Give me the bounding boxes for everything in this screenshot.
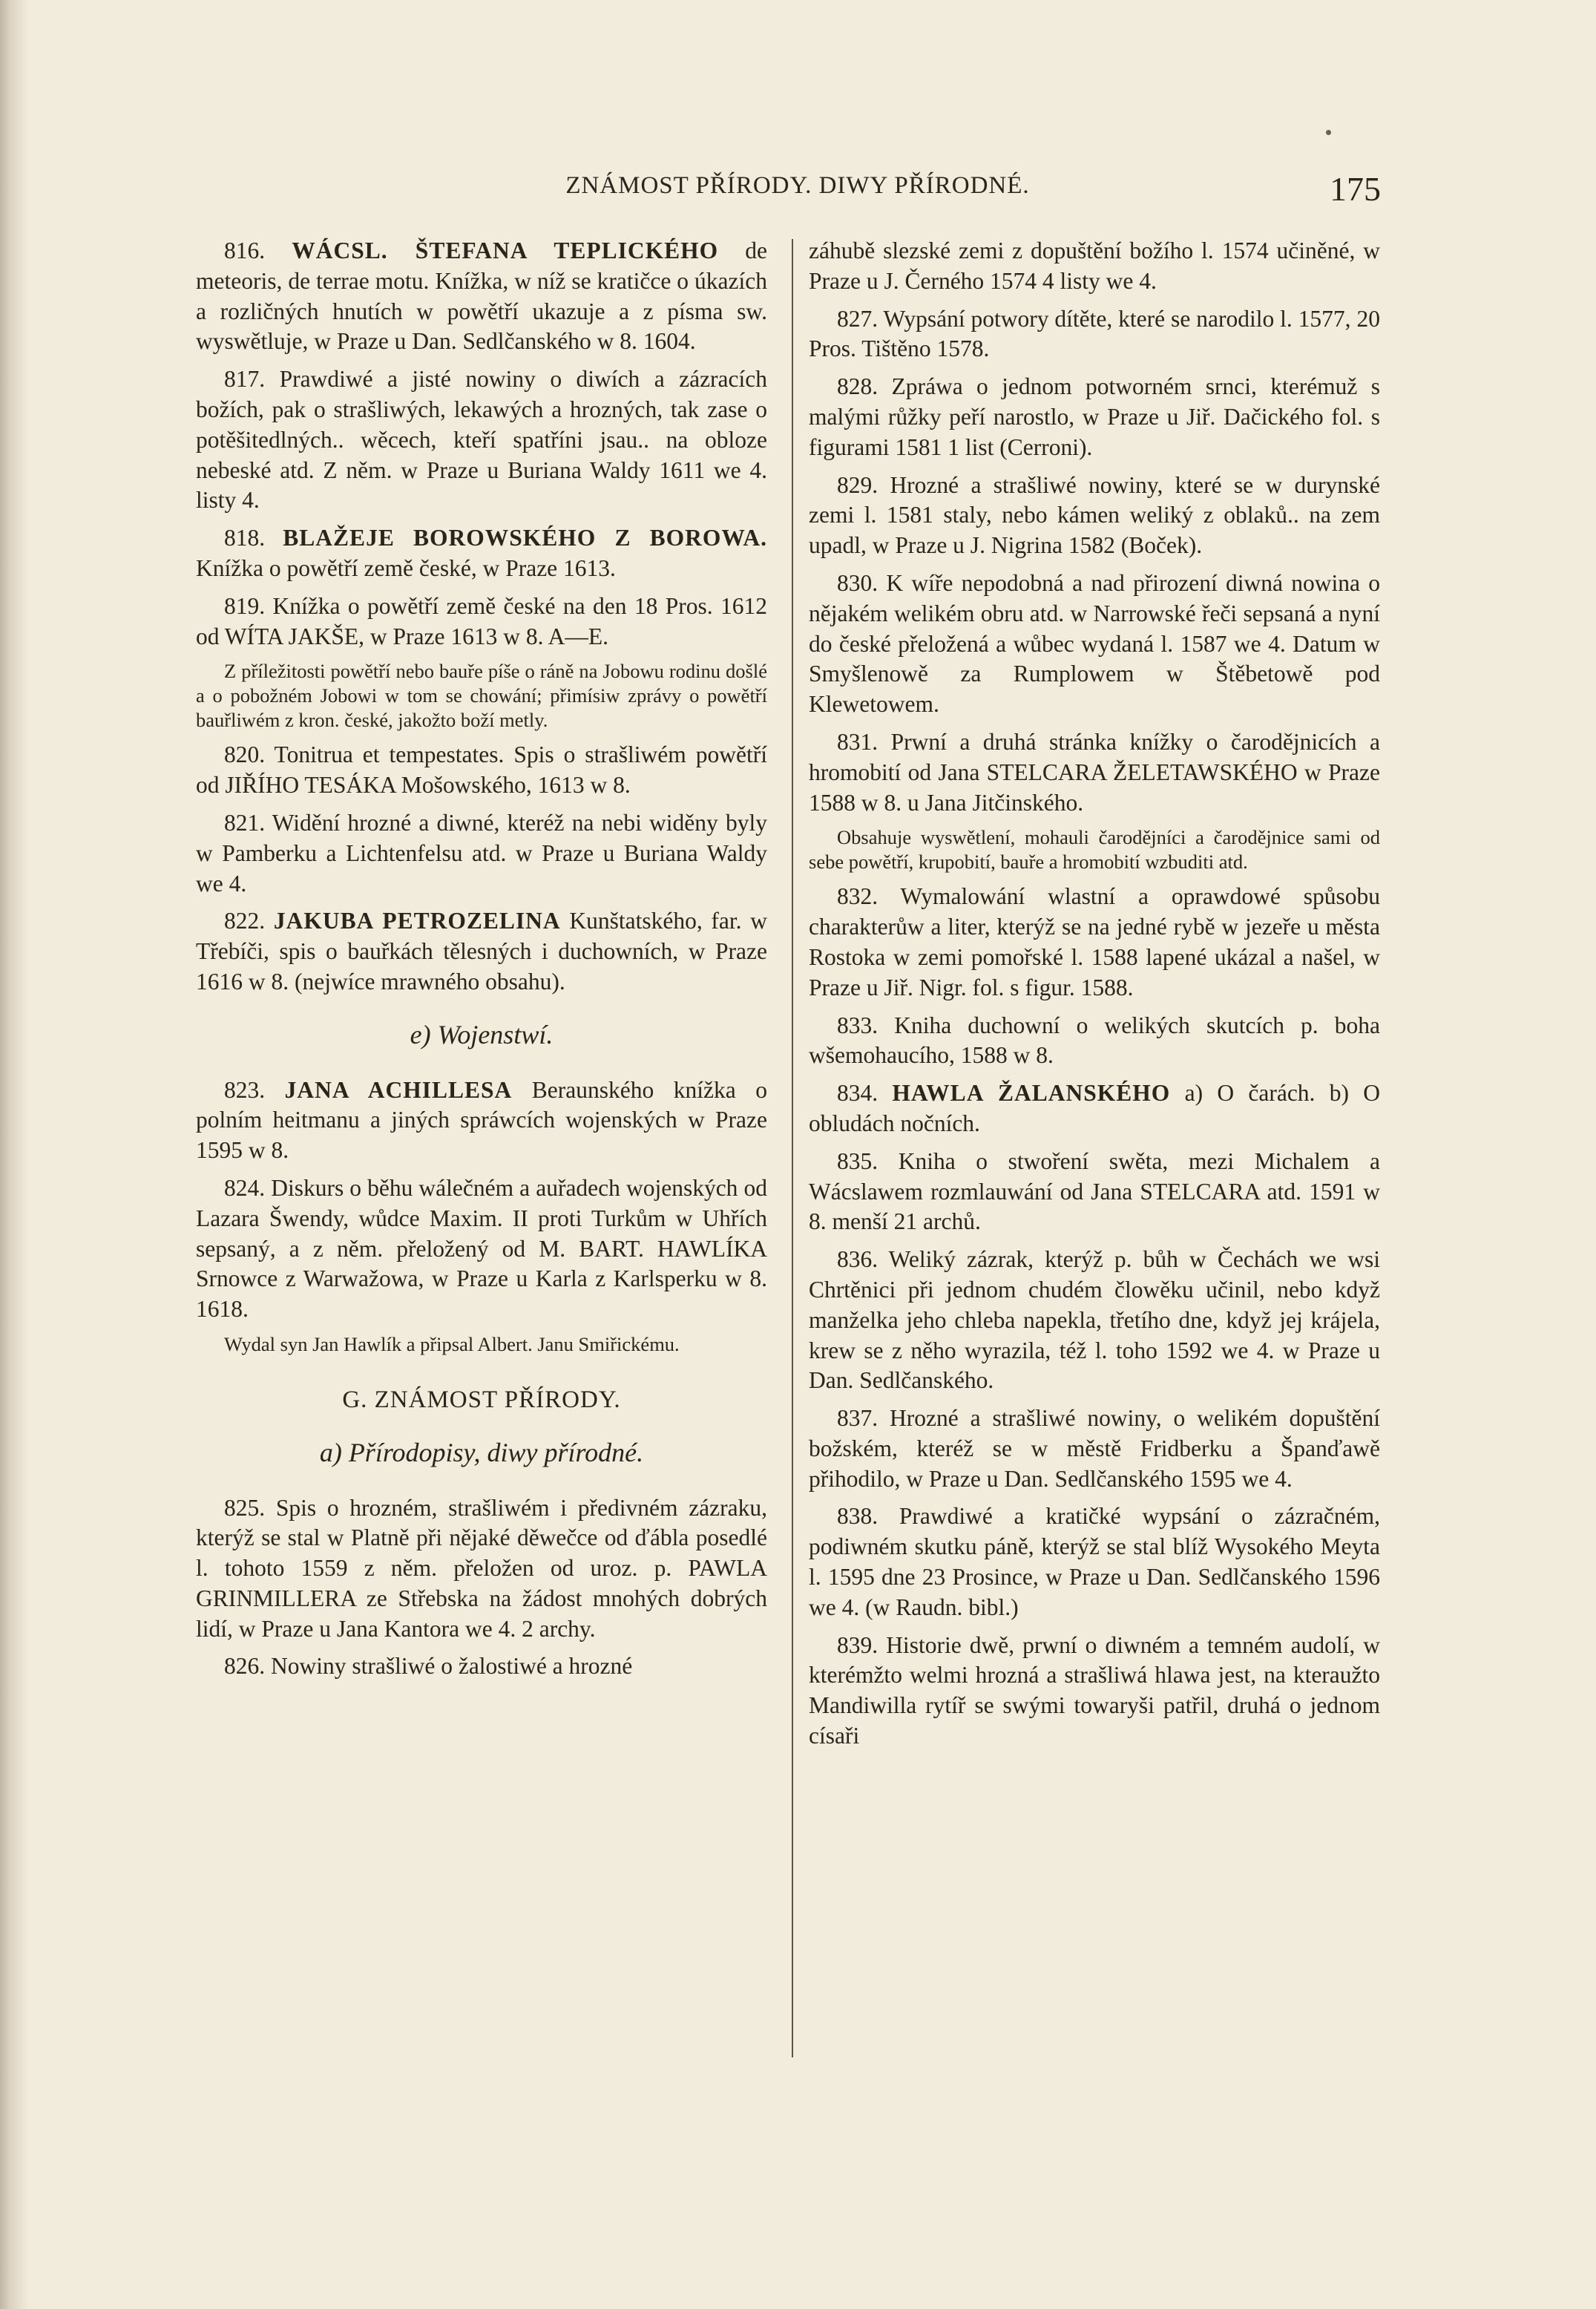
bibliography-entry <box>196 808 767 899</box>
entry-text: Prawdiwé a kratičké wypsání o zázračném, podiwném skutku páně, kterýž se stal blíž Wysokého Meyta l. 1595 dne 23 Prosince, w Praze u Dan. Sedlčanského 1596 we 4. (w Raudn. bibl.) <box>809 1503 1381 1620</box>
entry-number: 825. <box>224 1494 266 1521</box>
note-text: Wydal syn Jan Hawlík a připsal Albert. Janu Smiřickému. <box>224 1332 680 1355</box>
bibliography-entry <box>809 1404 1380 1494</box>
subsection-heading <box>196 1020 767 1050</box>
entry-text: Nowiny strašliwé o žalostiwé a hrozné <box>271 1653 633 1680</box>
bibliography-entry <box>196 740 767 801</box>
bibliography-entry <box>196 236 767 357</box>
entry-number: 838. <box>837 1503 879 1530</box>
entry-number: 819. <box>224 592 266 619</box>
entry-number: 835. <box>837 1147 879 1174</box>
ink-speck <box>1326 130 1331 135</box>
bibliography-entry <box>809 882 1380 1003</box>
entry-number: 820. <box>224 741 266 768</box>
entry-number: 816. <box>224 238 266 263</box>
entry-text: Widění hrozné a diwné, kteréž na nebi widěny byly w Pamberku a Lichtenfelsu atd. w Praze u Buriana Waldy we 4. <box>196 809 767 897</box>
entry-text: Weliký zázrak, kterýž p. bůh w Čechách we wsi Chrtěnici při jednom chudém člowěku učinil, nebo když manželka jeho chleba napekla, třetího dne, když jej krájela, krew se z něho wyrazila, též l. toho 1592 we 4. w Praze u Dan. Sedlčanského. <box>809 1246 1381 1394</box>
entry-number: 827. <box>837 305 879 332</box>
entry-text: K wíře nepodobná a nad přirození diwná nowina o nějakém welikém obru atd. w Narrowské řeči sepsaná a nyní do české přeložená a wůbec wydaná l. 1587 we 4. Datum w Smyšlenowě za Rumplowem w Štěbetowě pod Klewetowem. <box>809 569 1380 718</box>
entry-number: 832. <box>837 883 879 910</box>
left-column <box>196 236 767 1689</box>
note-text: Z příležitosti powětří nebo bauře píše o ráně na Jobowu rodinu došlé a o pobožném Jobowi w tom se chowání; přimísiw zprávy o powětří bauřliwém z kron. české, jakožto boží metly. <box>196 660 767 732</box>
entry-number: 830. <box>837 569 879 596</box>
entry-text: Hrozné a strašliwé nowiny, které se w durynské zemi l. 1581 staly, nebo kámen weliký z oblaků.. na zem upadl, w Praze u J. Nigrina 1582 (Boček). <box>809 471 1381 559</box>
bibliography-entry <box>809 1147 1380 1237</box>
entry-text: Historie dwě, prwní o diwném a temném audolí, w kterémžto welmi hrozná a strašliwá hlawa jest, na kteraužto Mandiwilla rytíř se swými towaryši patřil, druhá o jednom císaři <box>809 1631 1380 1749</box>
entry-number: 826. <box>224 1653 266 1680</box>
entry-text: Diskurs o běhu wálečném a auřadech wojenských od Lazara Šwendy, wůdce Maxim. II proti Turkům w Uhřích sepsaný, a z něm. přeložený od M. BART. HAWLÍKA Srnowce z Warwažowa, w Praze u Karla z Karlsperku w 8. 1618. <box>196 1174 768 1323</box>
subsection-heading <box>196 1438 767 1468</box>
entry-continuation <box>809 236 1380 297</box>
entry-text: Knížka o powětří země české na den 18 Pros. 1612 od WÍTA JAKŠE, w Praze 1613 w 8. A—E. <box>196 592 768 649</box>
entry-text: Kniha o stwoření swěta, mezi Michalem a Wácslawem rozmlauwání od Jana STELCARA atd. 1591 w 8. menší 21 archů. <box>809 1147 1380 1235</box>
page-number: 175 <box>1330 170 1381 208</box>
subsection-text: e) Wojenstwí. <box>410 1019 554 1049</box>
bibliography-entry <box>196 1173 767 1325</box>
entry-author: BLAŽEJE BOROWSKÉHO Z BOROWA. <box>283 525 767 551</box>
entry-note <box>809 825 1380 874</box>
entry-number: 833. <box>837 1012 879 1038</box>
bibliography-entry <box>809 1078 1380 1139</box>
bibliography-entry <box>196 1651 767 1682</box>
section-heading <box>196 1385 767 1415</box>
bibliography-entry <box>809 727 1380 818</box>
entry-text: Prawdiwé a jisté nowiny o diwích a zázracích božích, pak o strašliwých, lekawých a hrozných, tak zase o potěšitedlných.. wěcech, kteří spatříni jsau.. na obloze nebeské atd. Z něm. w Praze u Buriana Waldy 1611 we 4. listy 4. <box>196 366 767 514</box>
entry-text: Kniha duchowní o welikých skutcích p. boha wšemohaucího, 1588 w 8. <box>809 1012 1380 1069</box>
entry-text: Wypsání potwory dítěte, které se narodilo l. 1577, 20 Pros. Tištěno 1578. <box>809 305 1380 362</box>
bibliography-entry <box>809 471 1380 561</box>
bibliography-entry <box>809 1631 1380 1752</box>
right-column <box>809 236 1380 1759</box>
bibliography-entry <box>809 1501 1380 1622</box>
entry-text: Knížka o powětří země české, w Praze 1613. <box>196 554 616 581</box>
entry-number: 818. <box>224 525 266 551</box>
bibliography-entry <box>196 906 767 997</box>
entry-text: de meteoris, de terrae motu. Knížka, w níž se kratičce o úkazích a rozličných hnutích w powětří ukazuje a z písma sw. wyswětluje, w Praze u Dan. Sedlčanského w 8. 1604. <box>196 238 767 355</box>
bibliography-entry <box>809 1011 1380 1072</box>
entry-text: Wymalowání wlastní a oprawdowé spůsobu charakterůw a liter, kterýž se na jedné rybě w jezeře u města Rostoka w zemi pomořské l. 1588 lapené ukázal a našel, w Praze u Jiř. Nigr. fol. s figur. 1588. <box>809 883 1380 1000</box>
entry-text: Zpráwa o jednom potworném srnci, kterémuž s malými růžky peří narostlo, w Praze u Jiř. Dačického fol. s figurami 1581 1 list (Cerroni). <box>809 373 1381 460</box>
entry-number: 828. <box>837 373 879 400</box>
entry-text: Beraunského knížka o polním heitmanu a jiných spráwcích wojenských w Praze 1595 w 8. <box>196 1076 768 1164</box>
bibliography-entry <box>196 364 767 516</box>
entry-text: Prwní a druhá stránka knížky o čarodějnicích a hromobití od Jana STELCARA ŽELETAWSKÉHO w Praze 1588 w 8. u Jana Jitčinského. <box>809 728 1380 816</box>
entry-text: Kunštatského, far. w Třebíči, spis o bauřkách tělesných i duchowních, w Praze 1616 w 8. (nejwíce mrawného obsahu). <box>196 908 767 995</box>
entry-text: Tonitrua et tempestates. Spis o strašliwém powětří od JIŘÍHO TESÁKA Mošowského, 1613 w 8. <box>196 741 767 799</box>
entry-number: 836. <box>837 1246 879 1273</box>
running-title: ZNÁMOST PŘÍRODY. DIWY PŘÍRODNÉ. <box>565 172 1030 199</box>
bibliography-entry <box>196 592 767 652</box>
bibliography-entry <box>196 1493 767 1645</box>
bibliography-entry <box>809 304 1380 365</box>
entry-number: 817. <box>224 366 266 393</box>
entry-number: 831. <box>837 728 879 755</box>
page-gutter <box>0 0 30 2309</box>
entry-author: WÁCSL. ŠTEFANA TEPLICKÉHO <box>292 238 719 263</box>
entry-number: 829. <box>837 471 879 498</box>
section-text: G. ZNÁMOST PŘÍRODY. <box>342 1386 621 1413</box>
column-divider <box>792 239 793 2057</box>
bibliography-entry <box>809 569 1380 720</box>
entry-number: 821. <box>224 809 266 836</box>
entry-number: 822. <box>224 908 266 934</box>
bibliography-entry <box>196 523 767 584</box>
entry-number: 823. <box>224 1076 266 1103</box>
entry-author: JAKUBA PETROZELINA <box>273 908 561 934</box>
bibliography-entry <box>196 1075 767 1166</box>
entry-note <box>196 659 767 733</box>
entry-text: Hrozné a strašliwé nowiny, o welikém dopuštění božském, kteréž se w městě Fridberku a Španďawě přihodilo, w Praze u Dan. Sedlčanského 1595 we 4. <box>809 1405 1380 1492</box>
entry-text: a) O čarách. b) O obludách nočních. <box>809 1080 1381 1136</box>
entry-number: 839. <box>837 1631 879 1658</box>
entry-author: HAWLA ŽALANSKÉHO <box>892 1080 1171 1107</box>
entry-text: Spis o hrozném, strašliwém i předivném zázraku, kterýž se stal w Platně při nějaké děwečce od ďábla posedlé l. tohoto 1559 z něm. přeložen od uroz. p. PAWLA GRINMILLERA ze Střebska na žádost mnohých dobrých lidí, w Praze u Jana Kantora we 4. 2 archy. <box>196 1494 767 1642</box>
bibliography-entry <box>809 1245 1380 1396</box>
entry-note <box>196 1332 767 1357</box>
entry-author: JANA ACHILLESA <box>284 1076 513 1103</box>
entry-number: 837. <box>837 1405 879 1432</box>
entry-text: záhubě slezské zemi z dopuštění božího l. 1574 učiněné, w Praze u J. Černého 1574 4 listy we 4. <box>809 238 1380 294</box>
bibliography-entry <box>809 372 1380 462</box>
entry-number: 834. <box>837 1080 879 1107</box>
note-text: Obsahuje wyswětlení, mohauli čarodějníci a čarodějnice sami od sebe powětří, krupobití, bauře a hromobití wzbuditi atd. <box>809 826 1380 874</box>
entry-number: 824. <box>224 1174 266 1201</box>
subsection-text: a) Přírodopisy, diwy přírodné. <box>319 1437 644 1467</box>
